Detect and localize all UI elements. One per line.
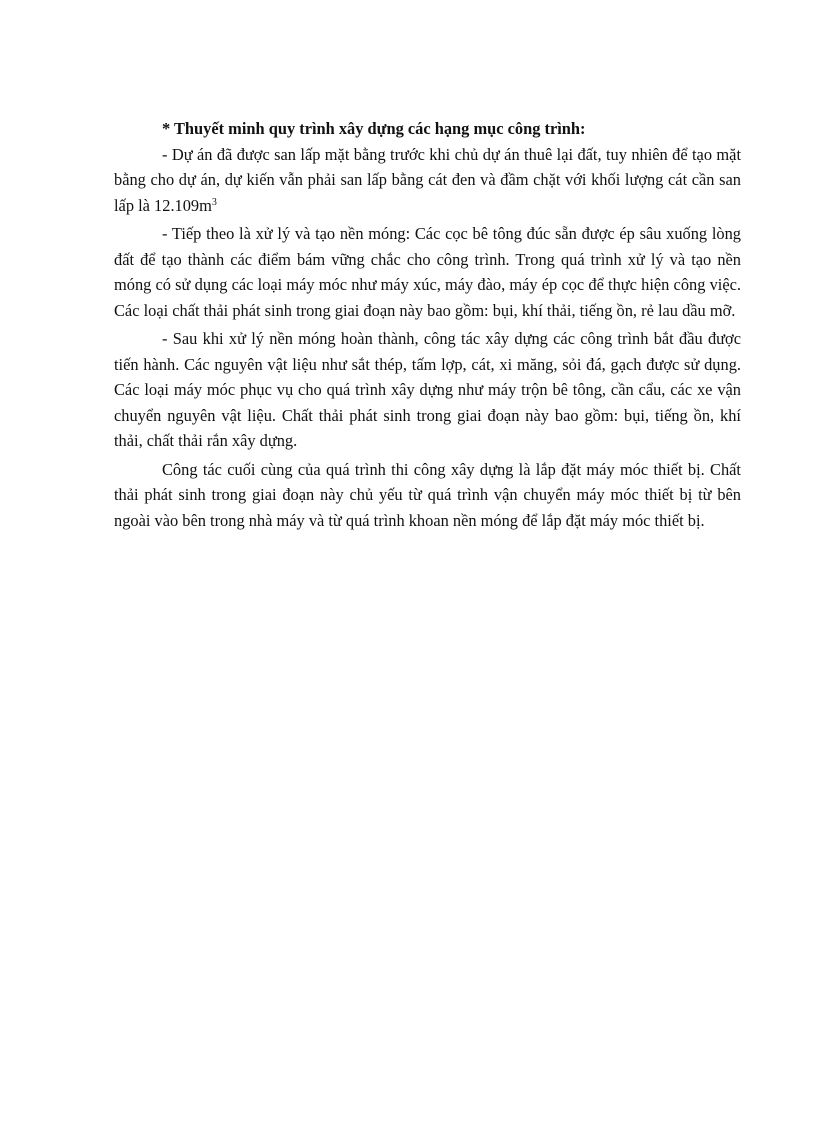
document-body (114, 116, 741, 533)
section-heading: * Thuyết minh quy trình xây dựng các hạng mục công trình: (162, 119, 586, 138)
cubic-meter-superscript: 3 (211, 196, 217, 208)
paragraph-construction: - Sau khi xử lý nền móng hoàn thành, công tác xây dựng các công trình bắt đầu được tiến hành. Các nguyên vật liệu như sắt thép, tấm lợp, cát, xi măng, sỏi đá, gạch được sử dụng. Các loại máy móc phục vụ cho quá trình xây dựng như máy trộn bê tông, cần cẩu, các xe vận chuyển nguyên vật liệu. Chất thải phát sinh trong giai đoạn này bao gồm: bụi, tiếng ồn, khí thải, chất thải rắn xây dựng. (114, 329, 741, 450)
paragraph-equipment-installation: Công tác cuối cùng của quá trình thi công xây dựng là lắp đặt máy móc thiết bị. Chất thải phát sinh trong giai đoạn này chủ yếu từ quá trình vận chuyển máy móc thiết bị từ bên ngoài vào bên trong nhà máy và từ quá trình khoan nền móng để lắp đặt máy móc thiết bị. (114, 459, 741, 530)
paragraph-site-leveling (114, 142, 741, 219)
paragraph-foundation: - Tiếp theo là xử lý và tạo nền móng: Các cọc bê tông đúc sẵn được ép sâu xuống lòng đất để tạo thành các điểm bám vững chắc cho công trình. Trong quá trình xử lý và tạo nền móng có sử dụng các loại máy móc như máy xúc, máy đào, máy ép cọc để thực hiện công việc. Các loại chất thải phát sinh trong giai đoạn này bao gồm: bụi, khí thải, tiếng ồn, rẻ lau dầu mỡ. (114, 224, 741, 320)
paragraph-site-leveling-text: - Dự án đã được san lấp mặt bằng trước khi chủ dự án thuê lại đất, tuy nhiên để tạo mặt bằng cho dự án, dự kiến vẫn phải san lấp bằng cát đen và đầm chặt với khối lượng cát cần san lấp là 12.109m (114, 144, 741, 215)
